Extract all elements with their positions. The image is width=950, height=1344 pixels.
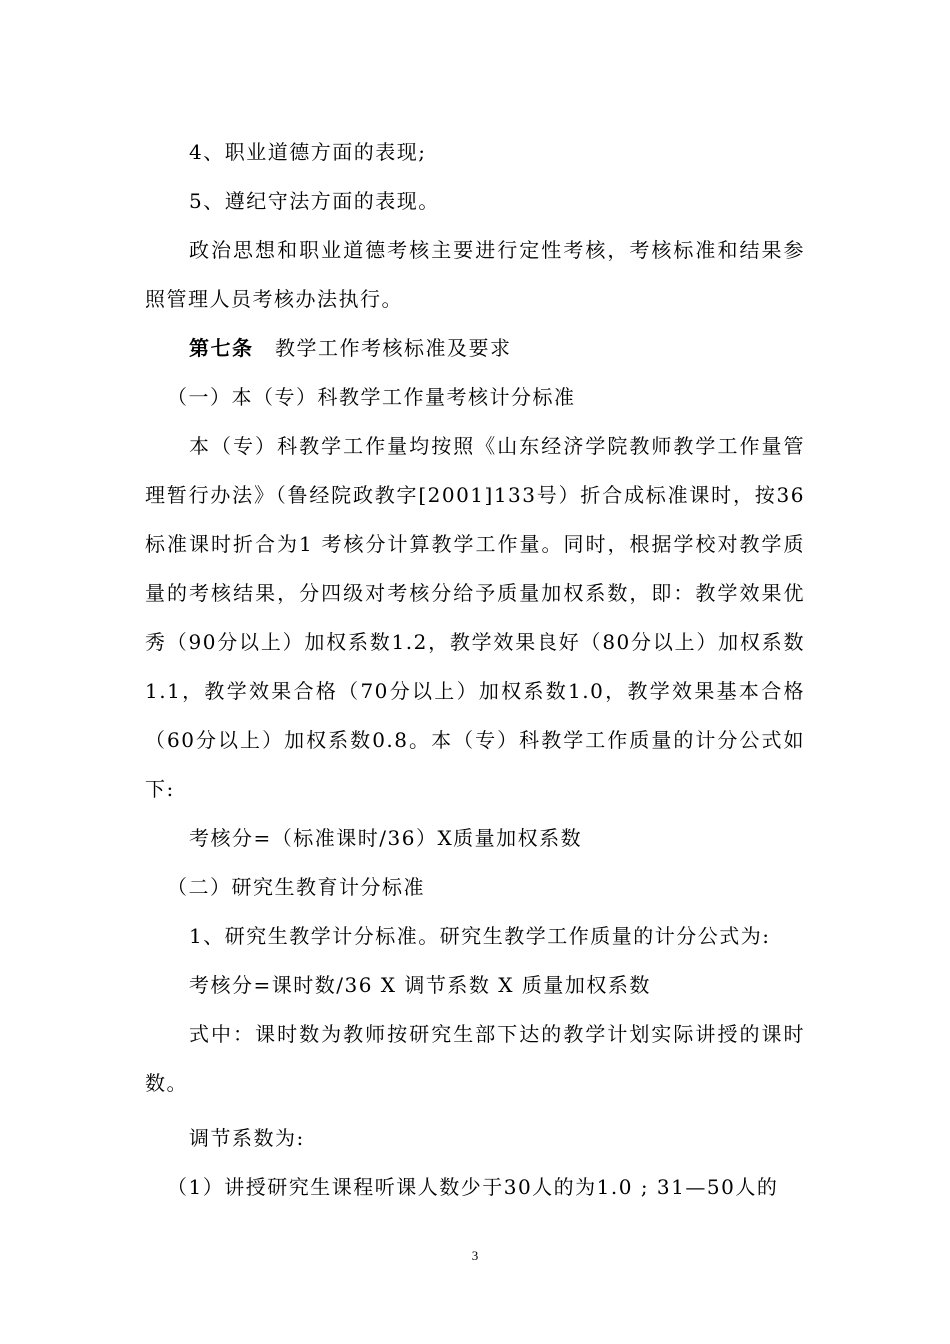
item-4-paragraph: 4、职业道德方面的表现; [189,140,427,164]
page-number: 3 [471,1248,479,1263]
section-one-heading: （一）本（专）科教学工作量考核计分标准 [167,385,576,409]
section-two-heading: （二）研究生教育计分标准 [167,875,425,899]
assessment-note-paragraph: 政治思想和职业道德考核主要进行定性考核，考核标准和结果参照管理人员考核办法执行。 [145,238,805,311]
formula-explanation-paragraph: 式中：课时数为教师按研究生部下达的教学计划实际讲授的课时数。 [145,1022,805,1095]
formula-one: 考核分=（标准课时/36）X质量加权系数 [189,826,583,850]
article-title: 教学工作考核标准及要求 [253,336,512,360]
graduate-teaching-paragraph: 1、研究生教学计分标准。研究生教学工作质量的计分公式为: [189,924,771,948]
article-number: 第七条 [189,336,254,360]
article-seven-heading [145,324,805,373]
formula-two: 考核分=课时数/36 X 调节系数 X 质量加权系数 [189,973,651,997]
adjustment-item-one: （1）讲授研究生课程听课人数少于30人的为1.0 ; 31—50人的 [167,1175,779,1199]
adjustment-factor-heading: 调节系数为: [189,1126,305,1150]
teaching-workload-paragraph: 本（专）科教学工作量均按照《山东经济学院教师教学工作量管理暂行办法》（鲁经院政教字[2001]133号）折合成标准课时，按36标准课时折合为1 考核分计算教学工作量。同时，根据学校对教学质量的考核结果，分四级对考核分给予质量加权系数，即：教学效果优秀（90分以上）加权系数1.2，教学效果良好（80分以上）加权系数1.1，教学效果合格（70分以上）加权系数1.0，教学效果基本合格（60分以上）加权系数0.8。本（专）科教学工作质量的计分公式如下: [145,434,805,801]
item-5-paragraph: 5、遵纪守法方面的表现。 [189,189,440,213]
